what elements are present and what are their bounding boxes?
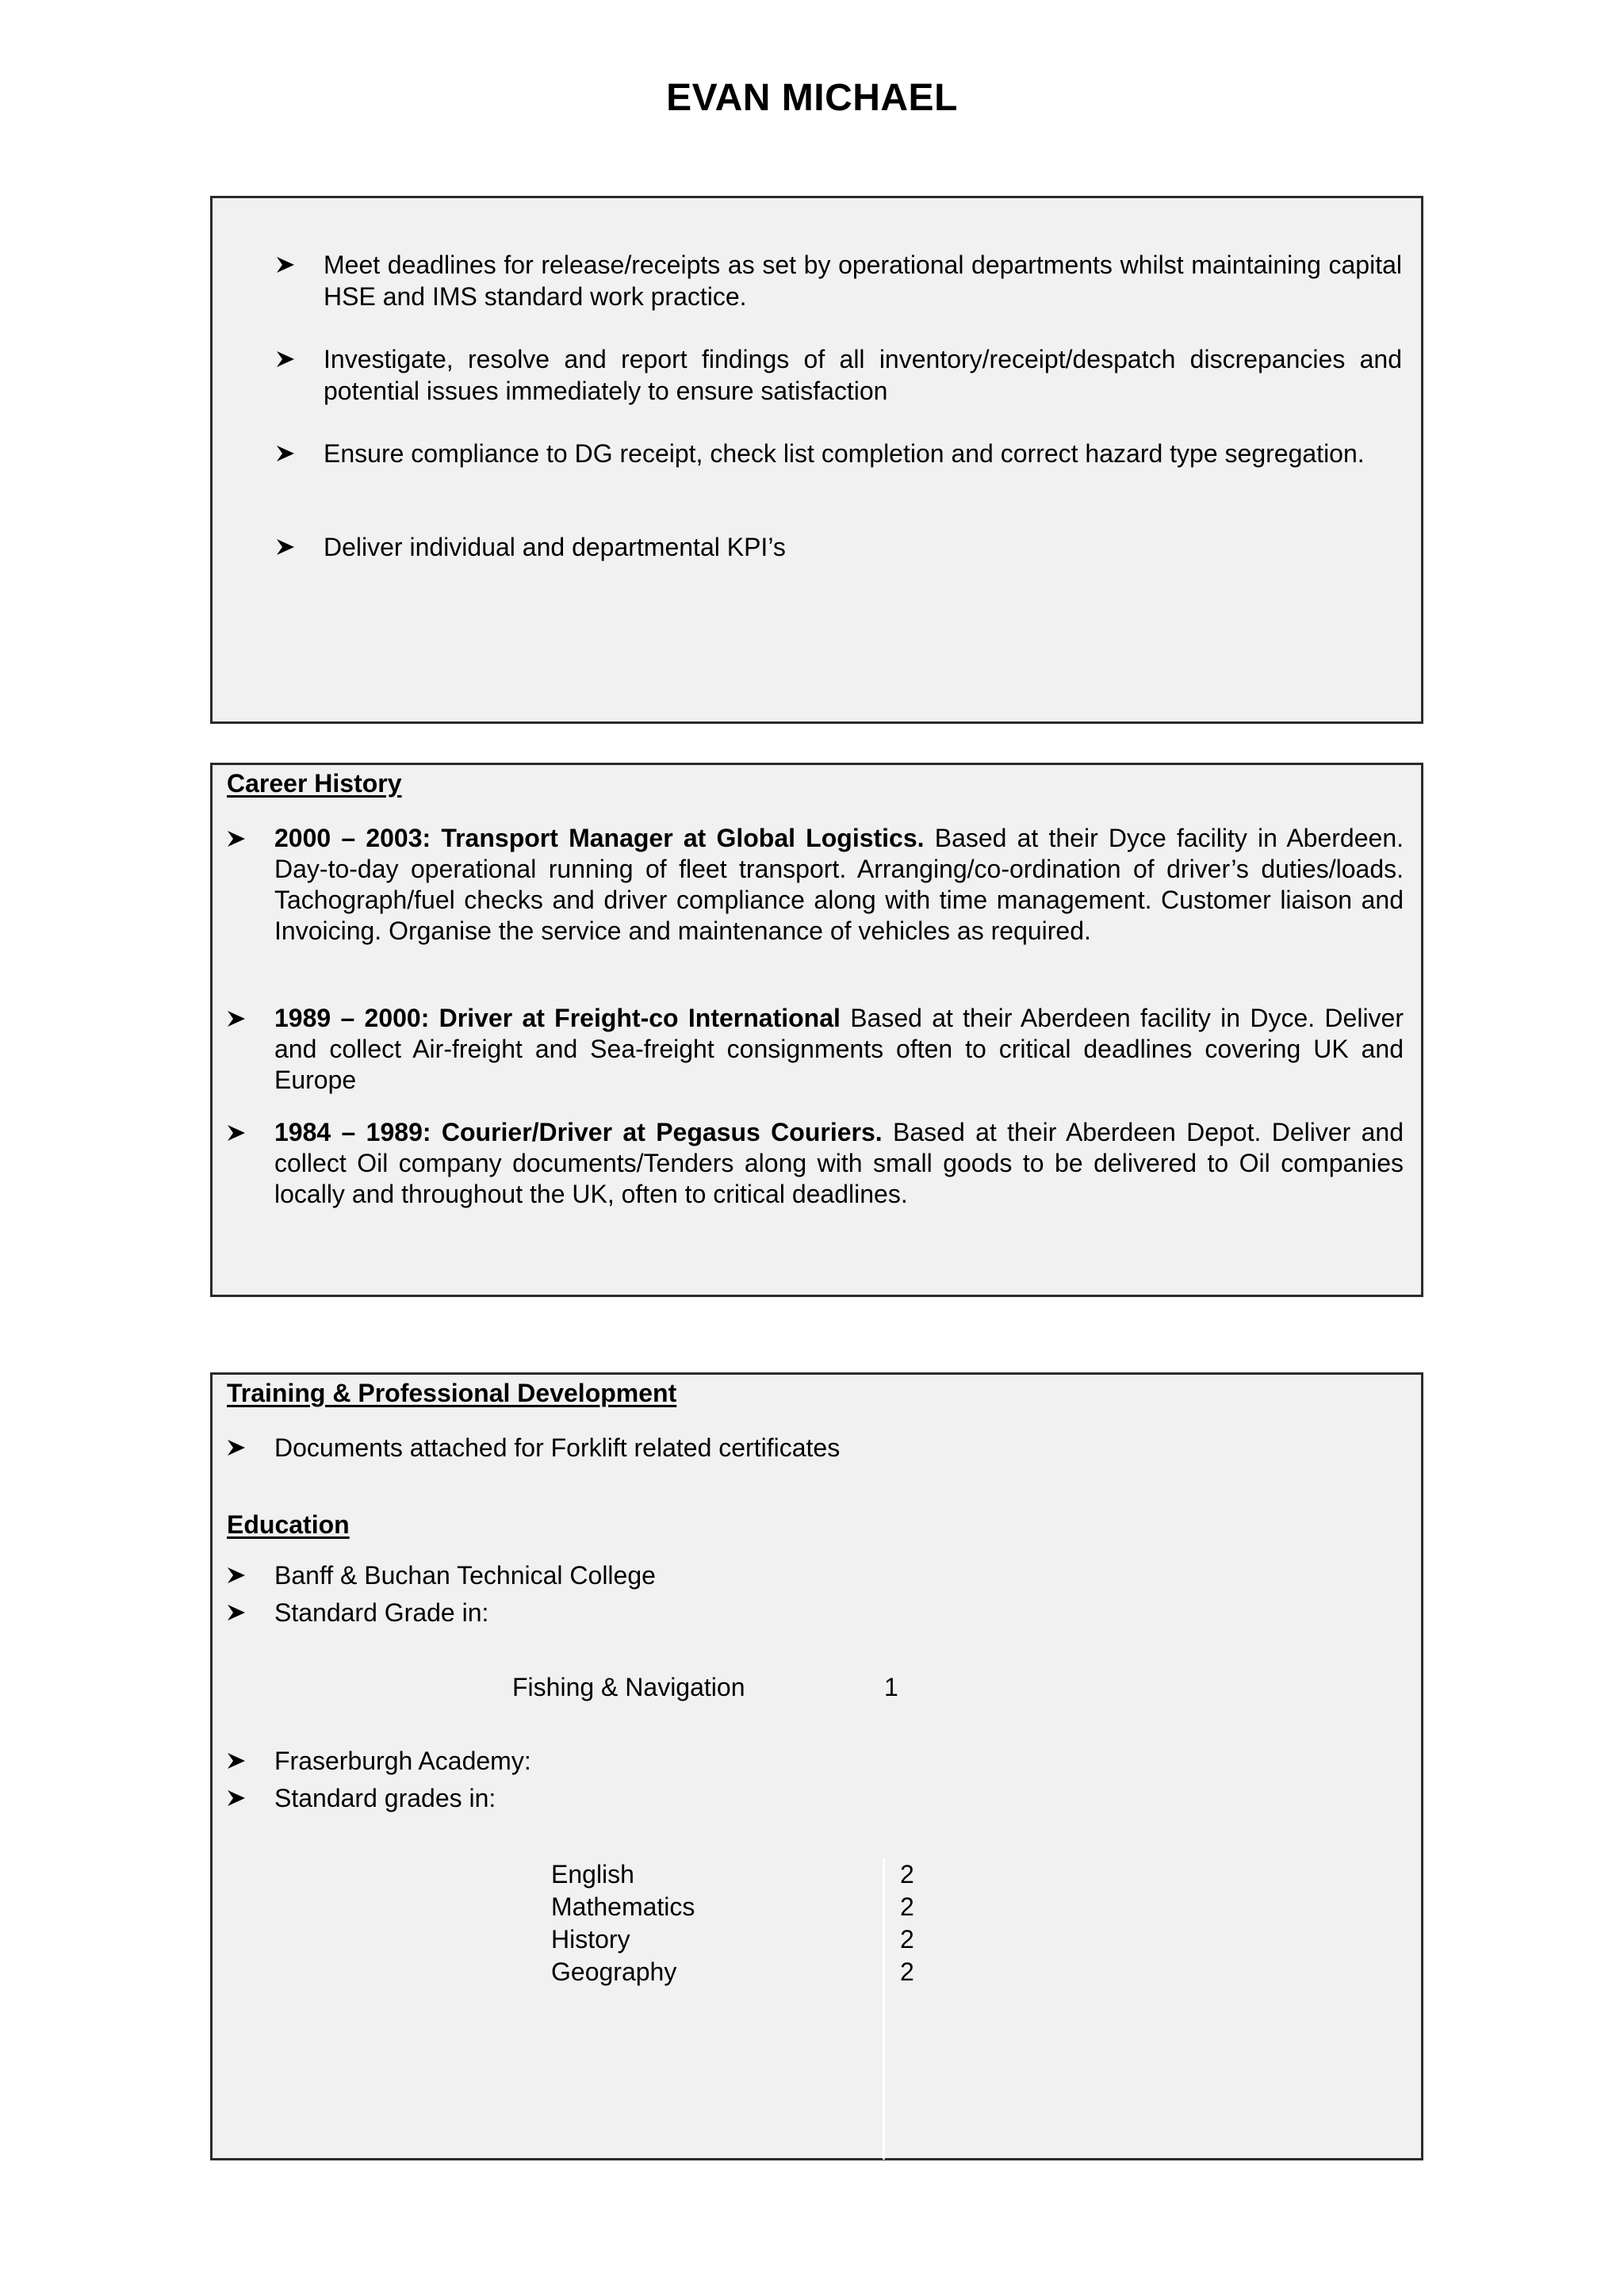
arrow-bullet-icon [276,343,308,375]
subject-grade: 2 [900,1925,914,1954]
career-entry-text: Based at their Aberdeen facility in Dyce. Deliver and collect Air-freight and Sea-freight consignments often to critical deadlines covering UK and Europe [274,1004,1404,1094]
career-entry-text: Based at their Dyce facility in Aberdeen. Day-to-day operational running of fleet transport. Arranging/co-ordination of driver’s duties/loads. Tachograph/fuel checks and driver compliance along with time management. Customer liaison and Invoicing. Organise the service and maintenance of vehicles as required. [274,824,1404,945]
subject-name: Mathematics [551,1892,695,1921]
arrow-bullet-icon [276,438,308,469]
subject-name: History [551,1925,630,1954]
career-entry-title: 1984 – 1989: Courier/Driver at Pegasus Couriers. [274,1118,883,1146]
academy-grade-label: Standard grades in: [274,1784,496,1812]
duty-text: Deliver individual and departmental KPI’s [324,533,786,561]
duty-text: Investigate, resolve and report findings of all inventory/receipt/despatch discrepancies and potential issues immediately to ensure satisfaction [324,345,1402,405]
education-item [227,1597,1404,1628]
subject-name: Geography [551,1957,677,1986]
subject-grade: 2 [900,1957,914,1986]
arrow-bullet-icon [276,531,308,563]
career-history-section [210,763,1423,1297]
career-entry [227,1117,1404,1210]
duty-text: Meet deadlines for release/receipts as set by operational departments whilst maintaining capital HSE and IMS standard work practice. [324,251,1402,311]
arrow-bullet-icon [227,1597,259,1628]
table-divider [883,1858,885,2160]
education-item [227,1559,1404,1591]
subject-name: Fishing & Navigation [512,1673,745,1701]
duty-item [276,438,1402,469]
arrow-bullet-icon [227,1559,259,1591]
arrow-bullet-icon [227,1782,259,1814]
academy-name: Fraserburgh Academy: [274,1747,531,1775]
candidate-name: EVAN MICHAEL [666,77,958,119]
duty-text: Ensure compliance to DG receipt, check list completion and correct hazard type segregation. [324,439,1365,468]
duty-item [276,531,1402,563]
duty-item [276,343,1402,407]
education-item [227,1782,1404,1814]
duty-item [276,249,1402,312]
career-entry [227,1003,1404,1096]
training-heading: Training & Professional Development [227,1379,677,1407]
subject-grade: 1 [884,1673,898,1701]
subject-grade: 2 [900,1860,914,1888]
career-entry-title: 2000 – 2003: Transport Manager at Global Logistics. [274,824,925,852]
arrow-bullet-icon [227,1745,259,1777]
education-item [227,1745,1404,1777]
arrow-bullet-icon [276,249,308,281]
training-item [227,1432,1404,1464]
career-entry-text: Based at their Aberdeen Depot. Deliver and collect Oil company documents/Tenders along with small goods to be delivered to Oil companies locally and throughout the UK, often to critical deadlines. [274,1118,1404,1208]
subject-name: English [551,1860,634,1888]
arrow-bullet-icon [227,1117,259,1149]
duties-section [210,196,1423,724]
arrow-bullet-icon [227,1003,259,1035]
training-education-section [210,1372,1423,2160]
career-history-heading: Career History [227,769,402,798]
arrow-bullet-icon [227,1432,259,1464]
career-entry-title: 1989 – 2000: Driver at Freight-co International [274,1004,841,1032]
education-heading: Education [227,1510,350,1539]
career-entry [227,823,1404,947]
subject-grade: 2 [900,1892,914,1921]
arrow-bullet-icon [227,823,259,855]
college-grade-label: Standard Grade in: [274,1598,489,1627]
college-name: Banff & Buchan Technical College [274,1561,656,1590]
training-item-text: Documents attached for Forklift related certificates [274,1433,841,1462]
